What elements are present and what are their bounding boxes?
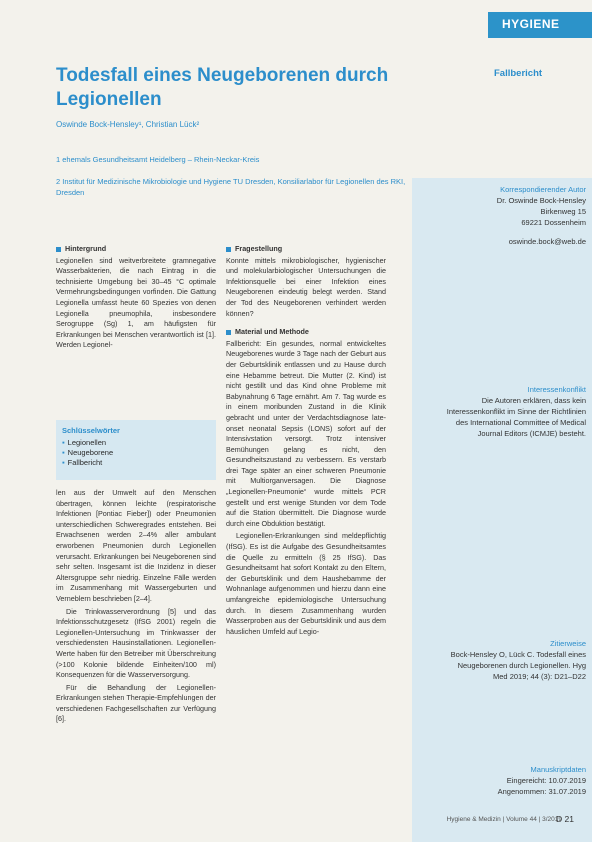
contact-heading: Korrespondierender Autor [500,185,586,194]
citation-text: Bock-Hensley O, Lück C. Todesfall eines Neugeborenen durch Legionellen. Hyg Med 2019; 44 (3): D21–D22 [450,650,586,681]
section-tab: HYGIENE [488,12,592,38]
paragraph: Für die Behandlung der Legionellen-Erkrankungen stehen Therapie-Empfehlungen der verschiedenen Fachgesellschaften zur Verfügung [6]. [56,682,216,724]
contact-email[interactable]: oswinde.bock@web.de [508,237,586,246]
bullet-square-icon [226,330,231,335]
column-1-continued [56,488,216,727]
received-date: Eingereicht: 10.07.2019 [506,776,586,785]
conflict-text: Die Autoren erklären, dass kein Interessenkonflikt im Sinne der Richtlinien des International Committee of Medical Journal Editors (ICMJE) besteht. [446,396,586,438]
accepted-date: Angenommen: 31.07.2019 [497,787,586,796]
article-title: Todesfall eines Neugeborenen durch Legionellen [56,65,389,110]
history-heading: Manuskriptdaten [530,765,586,774]
affiliation-1: 1 ehemals Gesundheitsamt Heidelberg – Rhein-Neckar-Kreis [56,155,260,164]
journal-footer: Hygiene & Medizin | Volume 44 | 3/2019 [446,816,562,823]
sidebar-panel [412,178,592,842]
section-heading: Material und Methode [226,327,386,338]
keyword-item: ▪ Fallbericht [62,458,210,468]
paragraph: len aus der Umwelt auf den Menschen übertragen, können leichte (respiratorische Infektionen [Pontiac Fieber]) oder Pneumonien unterschiedlichen Schweregrades entstehen. Bei Erwachsenen werden 2–4% aller ambulant erworbenen Pneumonien durch Legionellen verursacht. Erkrankungen bei Neugeborenen sind sehr selten. Insgesamt ist die Inzidenz in dieser Altersgruppe sehr niedrig. Einzelne Fälle werden im Zusammenhang mit Wassergeburten und Verneblern beschrieben [2–4]. [56,488,216,603]
contact-line: Birkenweg 15 [540,207,586,216]
citation-heading: Zitierweise [550,639,586,648]
contact-line: Dr. Oswinde Bock-Hensley [496,196,586,205]
paragraph: Legionellen sind weitverbreitete gramnegative Wasserbakterien, die nach Eintrag in die technisierte Umgebung bei 30–45 °C optimale Vermehrungsbedingungen vorfinden. Die Gattung Legionella umfasst heute 60 Spezies von denen Legionella pneumophila, insbesondere Serogruppe (Sg) 1, am häufigsten für Erkrankungen bei Menschen verantwortlich ist [1]. Werden Legionel- [56,255,216,350]
paragraph: Die Trinkwasserverordnung [5] und das Infektionsschutzgesetz (IfSG 2001) regeln die Legionellen-Untersuchung im Trinkwasser der verschiedensten Hausinstallationen. Legionellen-Werte haben für den Betreiber mit Überschreitung (>100 Kolonie bildende Einheiten/100 ml) Konsequenzen für die Wasserversorgung. [56,606,216,680]
column-1 [56,242,216,353]
article-type: Fallbericht [494,68,543,79]
keywords-title: Schlüsselwörter [62,426,120,435]
conflict-heading: Interessenkonflikt [527,385,586,394]
history-block [418,764,586,797]
paragraph: Fallbericht: Ein gesundes, normal entwickeltes Neugeborenes wurde 3 Tage nach der Geburt aus der Geburtsklinik entlassen und zu Hause durch eine Hebamme betreut. Die Mutter (2. Kind) ist nicht gestillt und das Kind ohne Probleme mit Babynahrung 6 Tage ernährt. Am 7. Tag wurde es in einem moribunden Zustand in die Klinik gebracht und unter der Verdachtsdiagnose late-onset neonatal Sepsis (LONS) sofort auf der Intensivstation versorgt. Trotz intensiver Bemühungen gelang es nicht, den Gesundheitszustand zu verbessern. Es verstarb drei Tage später an einer schweren Pneumonie mit Multiorganversagen. Die Diagnose „Legionellen-Pneumonie“ wurde mittels PCR gestellt und erst wenige Stunden vor dem Tode auf die Station übermittelt. Die Diagnose wurde durch eine Obduktion bestätigt. [226,338,386,528]
paragraph: Konnte mittels mikrobiologischer, hygienischer und molekularbiologischer Untersuchungen die Infektionsquelle bei einer Infektion eines Neugeborenen eindeutig belegt werden. Stand der Tod des Neugeborenen verhindert werden können? [226,255,386,318]
section-heading: Hintergrund [56,244,216,255]
keywords-box [56,420,216,480]
page-number: D 21 [556,814,574,824]
paragraph: Legionellen-Erkrankungen sind meldepflichtig (IfSG). Es ist die Aufgabe des Gesundheitsamtes die Quelle zu ermitteln (§ 25 IfSG). Das Gesundheitsamt hat sofort Kontakt zu den Eltern, der Geburtsklinik und dem Haushebamme der Wohnanlage aufgenommen und hierzu dann eine umfangreiche epidemiologische Untersuchung durch. In diesem Zusammenhang wurden Wasserproben aus der Geburtsklinik und aus dem häuslichen Umfeld auf Legio- [226,531,386,636]
contact-block [418,184,586,247]
keyword-item: ▪ Legionellen [62,438,210,448]
contact-line: 69221 Dossenheim [521,218,586,227]
section-heading: Fragestellung [226,244,386,255]
affiliation-2: 2 Institut für Medizinische Mikrobiologie und Hygiene TU Dresden, Konsiliarlabor für Legionellen des RKI, Dresden [56,177,406,197]
keyword-item: ▪ Neugeborene [62,448,210,458]
bullet-square-icon [226,247,231,252]
bullet-square-icon [56,247,61,252]
conflict-block [418,384,586,439]
citation-block [418,638,586,682]
column-2 [226,242,386,639]
article-authors: Oswinde Bock-Hensley¹, Christian Lück² [56,120,200,129]
